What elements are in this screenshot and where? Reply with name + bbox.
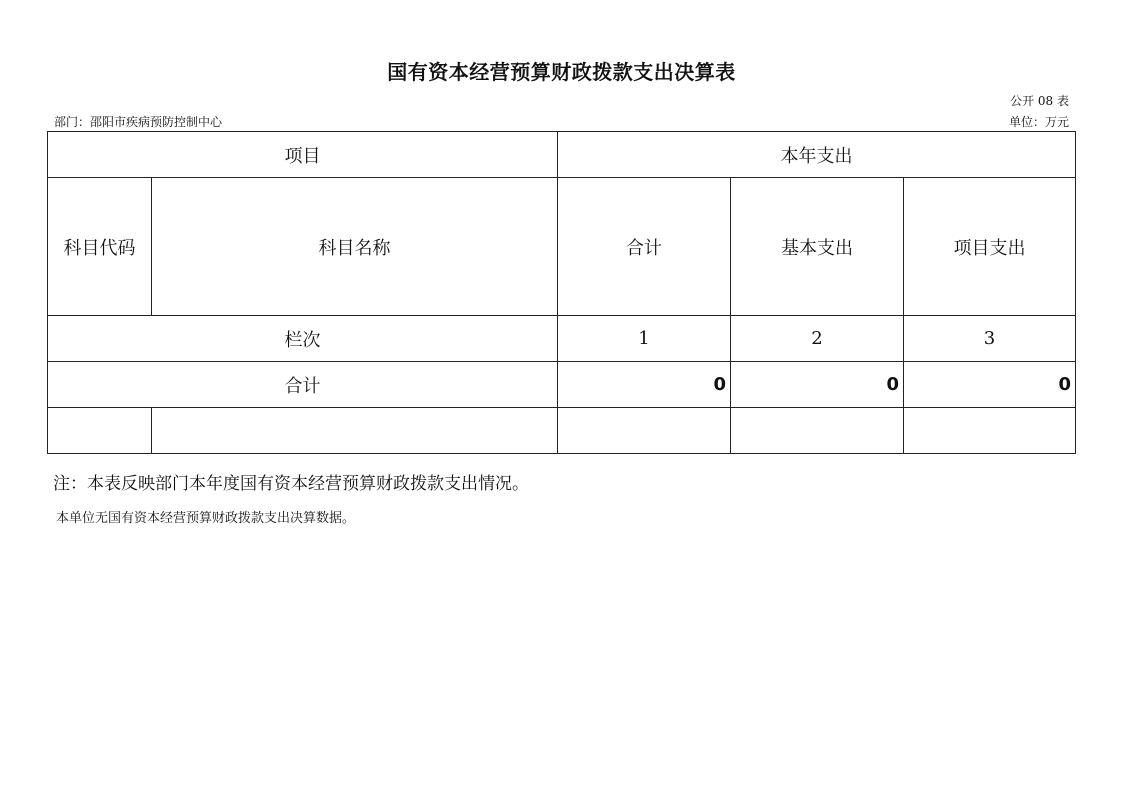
empty-cell: [558, 408, 731, 454]
table-note: 注：本表反映部门本年度国有资本经营预算财政拨款支出情况。: [53, 474, 529, 494]
col-index-1: 1: [558, 316, 731, 362]
column-index-row: [48, 316, 1076, 362]
item-header: 项目: [48, 132, 558, 178]
total-row: [48, 362, 1076, 408]
table-header-row: [48, 132, 1076, 178]
department-label: 部门：邵阳市疾病预防控制中心: [54, 115, 223, 129]
expenditure-table: [47, 131, 1076, 454]
empty-cell: [152, 408, 558, 454]
subject-code-header: 科目代码: [48, 178, 152, 316]
basic-expense-value: 0: [731, 362, 904, 408]
col-index-2: 2: [731, 316, 904, 362]
year-expense-header: 本年支出: [558, 132, 1076, 178]
empty-cell: [904, 408, 1076, 454]
col-index-3: 3: [904, 316, 1076, 362]
project-expense-header: 项目支出: [904, 178, 1076, 316]
total-value: 0: [558, 362, 731, 408]
subject-name-header: 科目名称: [152, 178, 558, 316]
empty-row: [48, 408, 1076, 454]
no-data-note: 本单位无国有资本经营预算财政拨款支出决算数据。: [56, 511, 356, 526]
empty-cell: [48, 408, 152, 454]
total-header: 合计: [558, 178, 731, 316]
project-expense-value: 0: [904, 362, 1076, 408]
row-index-label: 栏次: [48, 316, 558, 362]
empty-cell: [731, 408, 904, 454]
table-subheader-row: [48, 178, 1076, 316]
basic-expense-header: 基本支出: [731, 178, 904, 316]
total-row-label: 合计: [48, 362, 558, 408]
unit-label: 单位：万元: [1008, 115, 1069, 129]
form-number: 公开 08 表: [1010, 94, 1069, 108]
page-title: 国有资本经营预算财政拨款支出决算表: [387, 60, 736, 84]
